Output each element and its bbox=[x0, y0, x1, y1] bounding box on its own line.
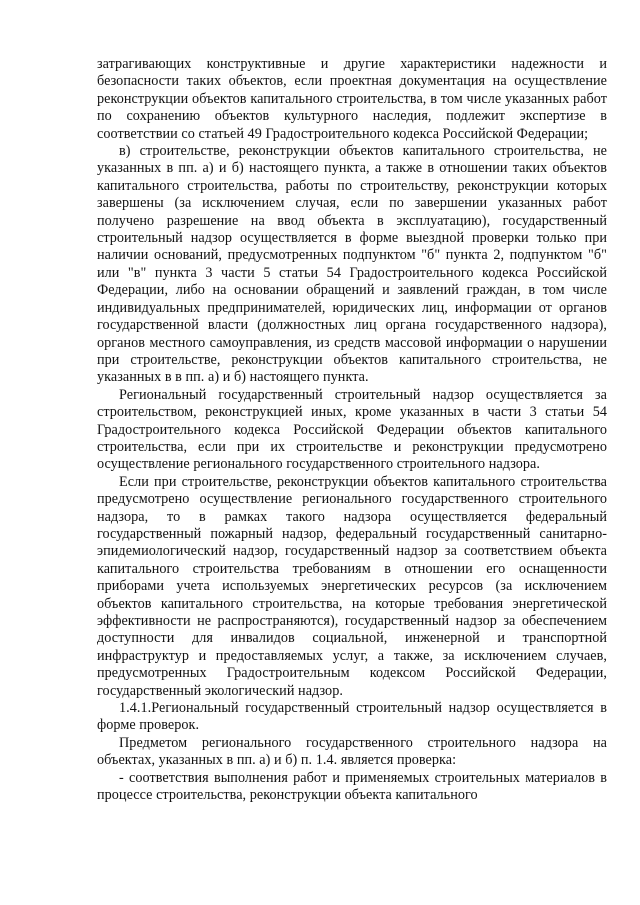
paragraph-list-item: - соответствия выполнения работ и применяемых строительных материалов в процессе строительства, реконструкции объекта капитального bbox=[97, 769, 607, 804]
paragraph-federal-supervision: Если при строительстве, реконструкции объектов капитального строительства предусмотрено осуществление регионального государственного строительного надзора, то в рамках такого надзора осуществляется федеральный государственный пожарный надзор, федеральный государственный санитарно-эпидемиологический надзор, государственный надзор за соответствием объекта капитального строительства требованиям в отношении его оснащенности приборами учета используемых энергетических ресурсов (за исключением объектов капитального строительства, на которые требования энергетической эффективности не распространяются), государственный надзор за обеспечением доступности для инвалидов социальной, инженерной и транспортной инфраструктур и предоставляемых услуг, а также, за исключением случаев, предусмотренных Градостроительным кодексом Российской Федерации, государственный экологический надзор. bbox=[97, 473, 607, 699]
paragraph-subject: Предметом регионального государственного строительного надзора на объектах, указанных в пп. а) и б) п. 1.4. является проверка: bbox=[97, 734, 607, 769]
document-page bbox=[97, 56, 607, 804]
paragraph-item-v: в) строительстве, реконструкции объектов капитального строительства, не указанных в пп. а) и б) настоящего пункта, а также в отношении таких объектов капитального строительства, работы по строительству, реконструкции которых завершены (за исключением случая, если по завершении указанных работ получено разрешение на ввод объекта в эксплуатацию), государственный строительный надзор осуществляется в форме выездной проверки только при наличии оснований, предусмотренных подпунктом "б" пункта 2, подпунктом "б" или "в" пункта 3 части 5 статьи 54 Градостроительного кодекса Российской Федерации, либо на основании обращений и заявлений граждан, в том числе индивидуальных предпринимателей, юридических лиц, информации от органов государственной власти (должностных лиц органа государственного надзора), органов местного самоуправления, из средств массовой информации о нарушении при строительстве, реконструкции объектов капитального строительства, не указанных в в пп. а) и б) настоящего пункта. bbox=[97, 143, 607, 386]
paragraph-continuation: затрагивающих конструктивные и другие характеристики надежности и безопасности таких объектов, если проектная документация на осуществление реконструкции объектов капитального строительства, в том числе указанных работ по сохранению объектов культурного наследия, подлежит экспертизе в соответствии со статьей 49 Градостроительного кодекса Российской Федерации; bbox=[97, 56, 607, 142]
paragraph-regional-supervision: Региональный государственный строительный надзор осуществляется за строительством, реконструкцией иных, кроме указанных в части 3 статьи 54 Градостроительного кодекса Российской Федерации объектов капитального строительства, если при их строительстве и реконструкции предусмотрено осуществление регионального государственного строительного надзора. bbox=[97, 386, 607, 473]
paragraph-1-4-1: 1.4.1.Региональный государственный строительный надзор осуществляется в форме проверок. bbox=[97, 700, 607, 734]
